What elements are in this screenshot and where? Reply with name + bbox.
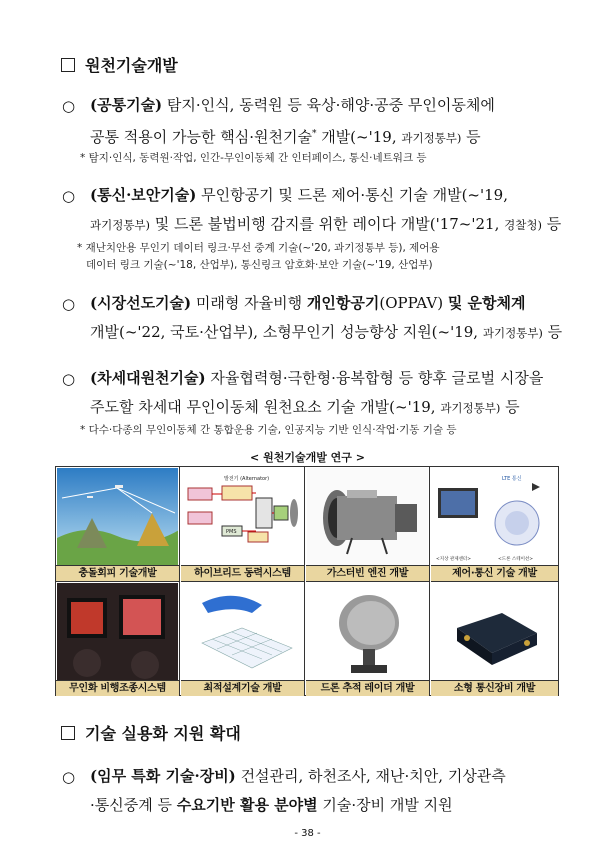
item-line — [90, 120, 495, 153]
figure-cell-label: 충돌회피 기술개발 — [56, 565, 179, 581]
figure-cell — [56, 581, 180, 695]
note-line: * 탐지·인식, 동력원·작업, 인간-무인이동체 간 인터페이스, 통신·네트워크 등 — [80, 152, 427, 164]
text-segment: (OPPAV) — [379, 294, 448, 312]
diagram-text: <드론 스테이션> — [498, 557, 534, 562]
optimal-design-plot — [182, 583, 303, 681]
text-segment: 건설관리, 하천조사, 재난·치안, 기상관측 — [235, 767, 506, 785]
text-segment: 및 운항체계 — [447, 294, 526, 312]
text-segment: 과기정통부) — [401, 131, 462, 145]
figure-cell-label: 가스터빈 엔진 개발 — [306, 565, 429, 581]
checkbox-square-icon — [61, 58, 75, 72]
figure-cell — [181, 467, 305, 581]
text-segment: 자율협력형·극한형·융복합형 등 향후 글로벌 시장을 — [205, 369, 544, 387]
section-heading-commercialization — [61, 721, 241, 744]
text-segment: 등 — [541, 215, 562, 233]
circle-bullet-icon: ○ — [62, 97, 76, 115]
diagram-text: <지상 관제센터> — [436, 557, 472, 562]
figure-cell — [306, 581, 430, 695]
figure-cell-label: 하이브리드 동력시스템 — [181, 565, 304, 581]
text-segment: 탐지·인식, 동력원 등 육상·해양·공중 무인이동체에 — [162, 96, 495, 114]
note-line: * 다수·다종의 무인이동체 간 통합운용 기술, 인공지능 기반 인식·작업·기동 기술 등 — [80, 424, 457, 436]
item-line — [90, 364, 543, 393]
item-line — [90, 289, 562, 318]
text-segment: 등 — [500, 398, 520, 416]
item-market-leading — [90, 289, 562, 348]
text-segment: 무인항공기 및 드론 제어·통신 기술 개발(~'19, — [196, 186, 508, 204]
diagram-text: PMS — [226, 529, 237, 535]
figure-cell — [431, 467, 558, 581]
text-segment: 및 드론 불법비행 감지를 위한 레이다 개발('17~'21, — [150, 215, 505, 233]
circle-bullet-icon: ○ — [62, 187, 76, 205]
text-segment: 경찰청) — [504, 218, 542, 232]
text-segment: (통신·보안기술) — [90, 186, 197, 204]
item-mission-specific — [90, 762, 506, 820]
comm-device-image — [432, 583, 557, 681]
checkbox-square-icon — [61, 726, 75, 740]
circle-bullet-icon: ○ — [62, 768, 76, 786]
text-segment: (시장선도기술) — [90, 294, 192, 312]
control-comm-diagram — [432, 468, 557, 566]
item-comm-security — [90, 181, 561, 240]
figure-cell — [56, 467, 180, 581]
figure-grid — [55, 466, 559, 696]
text-segment: 기술·장비 개발 지원 — [317, 796, 453, 814]
tracking-radar-image — [307, 583, 428, 681]
text-segment: 등 — [542, 323, 563, 341]
item-line — [90, 318, 562, 348]
figure-cell — [306, 467, 430, 581]
figure-cell-label: 무인화 비행조종시스템 — [56, 680, 179, 696]
gas-turbine-image — [307, 468, 428, 566]
text-segment: * — [311, 129, 317, 139]
text-segment: 공통 적용이 가능한 핵심·원천기술 — [90, 128, 312, 146]
figure-cell-label: 제어·통신 기술 개발 — [431, 565, 558, 581]
figure-cell — [181, 581, 305, 695]
figure-cell-label: 드론 추적 레이더 개발 — [306, 680, 429, 696]
item-line — [90, 181, 561, 210]
circle-bullet-icon: ○ — [62, 370, 76, 388]
note-line: 데이터 링크 기술(~'18, 산업부), 통신링크 암호화·보안 기술(~'19, 산업부) — [86, 259, 433, 271]
item-line — [90, 762, 506, 791]
figure-cell-label: 최적설계기술 개발 — [181, 680, 304, 696]
item-line — [90, 210, 561, 240]
text-segment: (공통기술) — [90, 96, 163, 114]
text-segment: ·통신중계 등 — [90, 796, 177, 814]
text-segment: 주도할 차세대 무인이동체 원천요소 기술 개발(~'19, — [90, 398, 441, 416]
item-line — [90, 91, 495, 120]
item-note — [77, 240, 440, 274]
page-number: - 38 - — [294, 828, 321, 839]
figure-cell — [431, 581, 558, 695]
diagram-text: 발전기 (Alternator) — [224, 476, 270, 482]
section-title: 원천기술개발 — [85, 56, 178, 75]
text-segment: 등 — [461, 128, 481, 146]
item-line — [90, 791, 506, 820]
text-segment: 개발(~'19, — [316, 128, 402, 146]
circle-bullet-icon: ○ — [62, 295, 76, 313]
item-next-gen — [90, 364, 543, 423]
item-note — [80, 422, 457, 439]
text-segment: 개인항공기 — [306, 294, 380, 312]
text-segment: 과기정통부) — [440, 401, 501, 415]
text-segment: 수요기반 활용 분야별 — [176, 796, 318, 814]
note-line: * 재난치안용 무인기 데이터 링크·무선 중계 기술(~'20, 과기정통부 등), 제어용 — [77, 242, 440, 254]
item-note — [80, 150, 427, 167]
text-segment: 과기정통부) — [482, 326, 543, 340]
text-segment: 과기정통부) — [90, 218, 151, 232]
item-line — [90, 393, 543, 423]
text-segment: 미래형 자율비행 — [191, 294, 307, 312]
item-common-tech — [90, 91, 495, 153]
hybrid-power-diagram — [182, 468, 303, 566]
collision-avoidance-image — [57, 468, 178, 566]
text-segment: (차세대원천기술) — [90, 369, 206, 387]
section-heading-rnd — [61, 53, 178, 76]
diagram-text: LTE 통신 — [502, 476, 522, 482]
cockpit-image — [57, 583, 178, 681]
section-title: 기술 실용화 지원 확대 — [85, 724, 241, 743]
text-segment: (임무 특화 기술·장비) — [90, 767, 236, 785]
figure-cell-label: 소형 통신장비 개발 — [431, 680, 558, 696]
text-segment: 개발(~'22, 국토·산업부), 소형무인기 성능향상 지원(~'19, — [90, 323, 483, 341]
figure-caption: < 원천기술개발 연구 > — [250, 451, 365, 464]
